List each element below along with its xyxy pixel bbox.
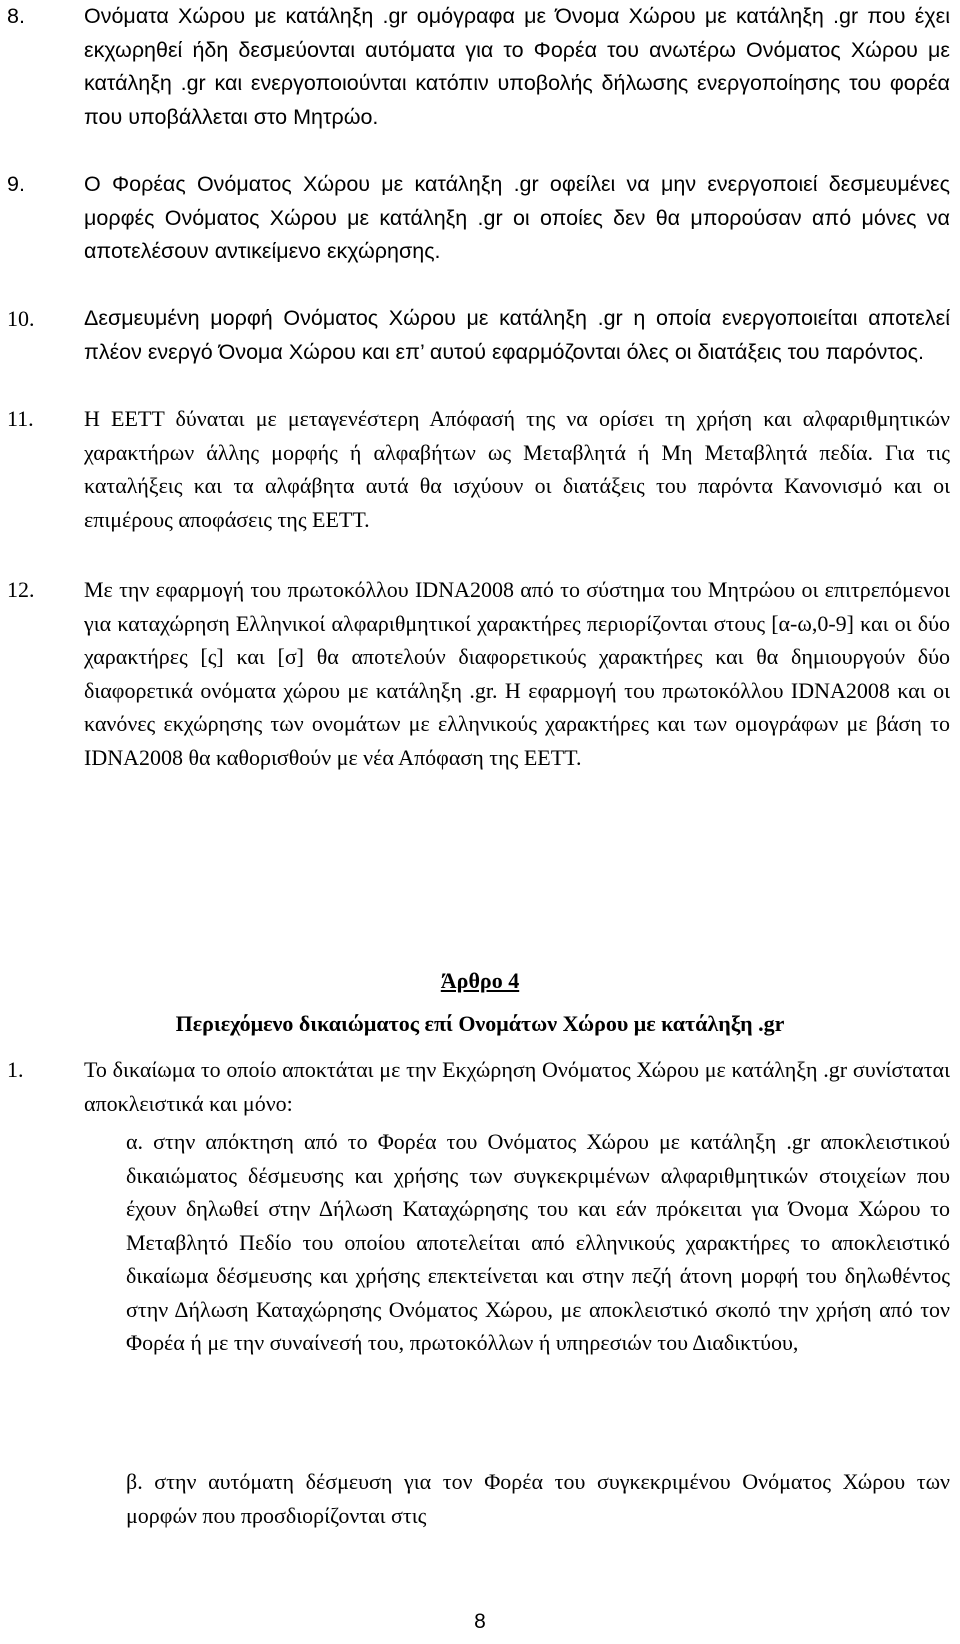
sub-item: α. στην απόκτηση από το Φορέα του Ονόματος Χώρου με κατάληξη .gr αποκλειστικού δικαιώματος δέσμευσης και χρήσης των συγκεκριμένων αλφαριθμητικών στοιχείων που έχουν δηλωθεί στην Δήλωση Καταχώρησης του και εάν πρόκειται για Όνομα Χώρου το Μεταβλητό Πεδίο του οποίου αποτελείται από ελληνικούς χαρακτήρες το αποκλειστικό δικαίωμα δέσμευσης και χρήσης επεκτείνεται και στην πεζή άτονη μορφή του δηλωθέντος στην Δήλωση Καταχώρησης Ονόματος Χώρου, με αποκλειστικό σκοπό την χρήση από τον Φορέα ή με την συναίνεσή του, πρωτοκόλλων ή υπηρεσιών του Διαδικτύου,: [126, 1129, 950, 1355]
item-number: 10.: [7, 306, 35, 331]
article-number: Άρθρο 4: [440, 968, 520, 993]
item-text: Η ΕΕΤΤ δύναται με μεταγενέστερη Απόφασή της να ορίσει τη χρήση και αλφαριθμητικών χαρακτήρων άλλης μορφής ή αλφαβήτων ως Μεταβλητά ή Μη Μεταβλητά πεδία. Για τις καταλήξεις και τα αλφάβητα αυτά θα ισχύουν οι διατάξεις του παρόντα Κανονισμό και οι επιμέρους αποφάσεις της ΕΕΤΤ.: [84, 406, 950, 532]
item-number: 9.: [7, 172, 25, 196]
article-title: Περιεχόμενο δικαιώματος επί Ονομάτων Χώρου με κατάληξη .gr: [175, 1011, 785, 1036]
item-text: Το δικαίωμα το οποίο αποκτάται με την Εκχώρηση Ονόματος Χώρου με κατάληξη .gr συνίσταται αποκλειστικά και μόνο:: [84, 1057, 950, 1116]
item-number: 8.: [7, 4, 25, 28]
item-text: Ο Φορέας Ονόματος Χώρου με κατάληξη .gr οφείλει να μην ενεργοποιεί δεσμευμένες μορφές Ονόματος Χώρου με κατάληξη .gr οι οποίες δεν θα μπορούσαν από μόνες να αποτελέσουν αντικείμενο εκχώρησης.: [84, 172, 950, 263]
item-text: Με την εφαρμογή του πρωτοκόλλου IDNA2008 από το σύστημα του Μητρώου οι επιτρεπόμενοι για καταχώρηση Ελληνικοί αλφαριθμητικοί χαρακτήρες περιορίζονται στους [α-ω,0-9] και οι δύο χαρακτήρες [ς] και [σ] θα αποτελούν διαφορετικούς χαρακτήρες και θα δημιουργούν δύο διαφορετικά ονόματα χώρου με κατάληξη .gr. Η εφαρμογή του πρωτοκόλλου IDNA2008 και οι κανόνες εκχώρησης των ονομάτων με ελληνικούς χαρακτήρες και των ομογράφων με βάση το IDNA2008 θα καθορισθούν με νέα Απόφαση της ΕΕΤΤ.: [84, 577, 950, 770]
item-text: Ονόματα Χώρου με κατάληξη .gr ομόγραφα με Όνομα Χώρου με κατάληξη .gr που έχει εκχωρηθεί ήδη δεσμεύονται αυτόματα για το Φορέα του ανωτέρω Ονόματος Χώρου με κατάληξη .gr και ενεργοποιούνται κατόπιν υποβολής δήλωσης ενεργοποίησης του φορέα που υποβάλλεται στο Μητρώο.: [84, 4, 950, 129]
sub-item: β. στην αυτόματη δέσμευση για τον Φορέα του συγκεκριμένου Ονόματος Χώρου των μορφών που προσδιορίζονται στις: [126, 1469, 950, 1528]
item-text: Δεσμευμένη μορφή Ονόματος Χώρου με κατάληξη .gr η οποία ενεργοποιείται αποτελεί πλέον ενεργό Όνομα Χώρου και επ’ αυτού εφαρμόζονται όλες οι διατάξεις του παρόντος.: [84, 306, 950, 364]
page-number: 8: [474, 1610, 486, 1633]
item-number: 11.: [7, 406, 34, 431]
item-number: 1.: [7, 1057, 24, 1082]
item-number: 12.: [7, 577, 35, 602]
